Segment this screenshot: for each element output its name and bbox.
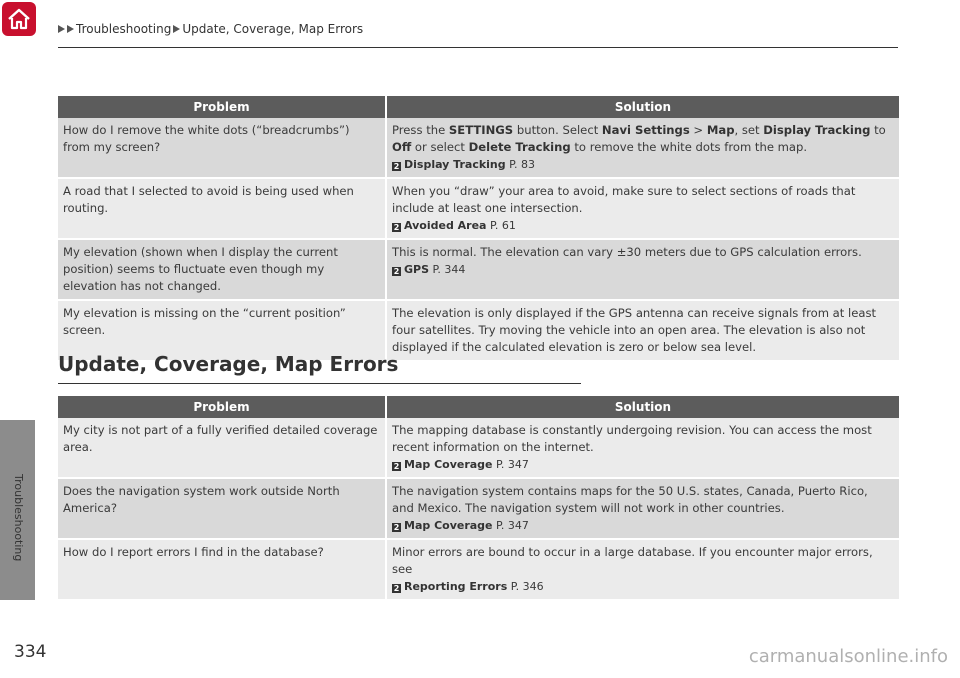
solution-cell bbox=[386, 539, 899, 600]
reference-arrow-icon: 2 bbox=[393, 223, 400, 232]
cross-reference-link[interactable] bbox=[392, 578, 893, 595]
solution-text: Minor errors are bound to occur in a large database. If you encounter major errors, see bbox=[392, 545, 873, 576]
navi-settings-term: Navi Settings bbox=[601, 123, 690, 137]
reference-page: P. 344 bbox=[429, 263, 466, 276]
breadcrumb bbox=[58, 22, 363, 36]
home-icon[interactable] bbox=[2, 2, 36, 36]
solution-cell bbox=[386, 239, 899, 300]
solution-text: to bbox=[870, 123, 886, 137]
solution-cell bbox=[386, 118, 899, 178]
troubleshooting-table-1 bbox=[58, 96, 899, 362]
reference-name: Avoided Area bbox=[404, 219, 487, 232]
cross-reference-link[interactable] bbox=[392, 456, 893, 473]
column-header-solution: Solution bbox=[386, 96, 899, 118]
solution-cell: The elevation is only displayed if the GPS antenna can receive signals from at least four satellites. Try moving the vehicle into an open area. The elevation is also not displayed if the calculated elevation is zero or below sea level. bbox=[386, 300, 899, 361]
breadcrumb-arrow-icon bbox=[173, 25, 180, 33]
solution-text: , set bbox=[734, 123, 764, 137]
problem-cell: How do I report errors I find in the database? bbox=[58, 539, 386, 600]
solution-text: This is normal. The elevation can vary ±30 meters due to GPS calculation errors. bbox=[392, 245, 862, 259]
reference-page: P. 347 bbox=[492, 458, 529, 471]
solution-text: to remove the white dots from the map. bbox=[570, 140, 808, 154]
house-glyph bbox=[7, 7, 31, 31]
solution-text: Press the bbox=[392, 123, 449, 137]
reference-page: P. 61 bbox=[486, 219, 516, 232]
solution-cell bbox=[386, 178, 899, 239]
problem-cell: A road that I selected to avoid is being used when routing. bbox=[58, 178, 386, 239]
off-term: Off bbox=[392, 140, 412, 154]
table-header-row bbox=[58, 96, 899, 118]
problem-cell: My elevation (shown when I display the current position) seems to fluctuate even though my elevation has not changed. bbox=[58, 239, 386, 300]
column-header-solution: Solution bbox=[386, 396, 899, 418]
problem-cell: How do I remove the white dots (“breadcrumbs”) from my screen? bbox=[58, 118, 386, 178]
cross-reference-link[interactable] bbox=[392, 261, 893, 278]
solution-text: When you “draw” your area to avoid, make sure to select sections of roads that include at least one intersection. bbox=[392, 184, 856, 215]
table-row bbox=[58, 478, 899, 539]
table-row bbox=[58, 239, 899, 300]
solution-text: or select bbox=[411, 140, 469, 154]
column-header-problem: Problem bbox=[58, 96, 386, 118]
table-row bbox=[58, 539, 899, 600]
reference-name: GPS bbox=[404, 263, 430, 276]
table-row bbox=[58, 178, 899, 239]
cross-reference-link[interactable] bbox=[392, 156, 893, 173]
breadcrumb-arrow-icon bbox=[67, 25, 74, 33]
reference-name: Map Coverage bbox=[404, 519, 493, 532]
section-title: Update, Coverage, Map Errors bbox=[58, 352, 399, 376]
breadcrumb-arrow-icon bbox=[58, 25, 65, 33]
solution-text: The mapping database is constantly undergoing revision. You can access the most recent information on the internet. bbox=[392, 423, 872, 454]
table-row bbox=[58, 118, 899, 178]
problem-cell: Does the navigation system work outside North America? bbox=[58, 478, 386, 539]
reference-arrow-icon: 2 bbox=[393, 162, 400, 171]
cross-reference-link[interactable] bbox=[392, 517, 893, 534]
reference-arrow-icon: 2 bbox=[393, 523, 400, 532]
reference-name: Reporting Errors bbox=[404, 580, 508, 593]
breadcrumb-link-troubleshooting[interactable]: Troubleshooting bbox=[76, 22, 172, 36]
reference-arrow-icon: 2 bbox=[393, 462, 400, 471]
solution-text: button. Select bbox=[513, 123, 602, 137]
solution-text: > bbox=[689, 123, 707, 137]
page-number: 334 bbox=[14, 642, 47, 662]
reference-arrow-icon: 2 bbox=[393, 584, 400, 593]
problem-cell: My elevation is missing on the “current position” screen. bbox=[58, 300, 386, 361]
header-rule bbox=[58, 47, 898, 48]
solution-cell bbox=[386, 418, 899, 478]
display-tracking-term: Display Tracking bbox=[763, 123, 871, 137]
solution-cell bbox=[386, 478, 899, 539]
problem-cell: My city is not part of a fully verified detailed coverage area. bbox=[58, 418, 386, 478]
solution-text: The navigation system contains maps for the 50 U.S. states, Canada, Puerto Rico, and Mexico. The navigation system will not work in other countries. bbox=[392, 484, 868, 515]
reference-page: P. 346 bbox=[507, 580, 544, 593]
map-term: Map bbox=[706, 123, 735, 137]
troubleshooting-table-2 bbox=[58, 396, 899, 601]
reference-name: Map Coverage bbox=[404, 458, 493, 471]
reference-arrow-icon: 2 bbox=[393, 267, 400, 276]
section-rule bbox=[58, 383, 581, 384]
breadcrumb-current: Update, Coverage, Map Errors bbox=[182, 22, 364, 36]
settings-button-term: SETTINGS bbox=[448, 123, 514, 137]
reference-page: P. 347 bbox=[492, 519, 529, 532]
table-row bbox=[58, 418, 899, 478]
delete-tracking-term: Delete Tracking bbox=[468, 140, 571, 154]
cross-reference-link[interactable] bbox=[392, 217, 893, 234]
reference-name: Display Tracking bbox=[404, 158, 506, 171]
column-header-problem: Problem bbox=[58, 396, 386, 418]
table-header-row bbox=[58, 396, 899, 418]
reference-page: P. 83 bbox=[505, 158, 536, 171]
chapter-side-label: Troubleshooting bbox=[12, 474, 25, 562]
watermark: carmanualsonline.info bbox=[748, 646, 948, 667]
